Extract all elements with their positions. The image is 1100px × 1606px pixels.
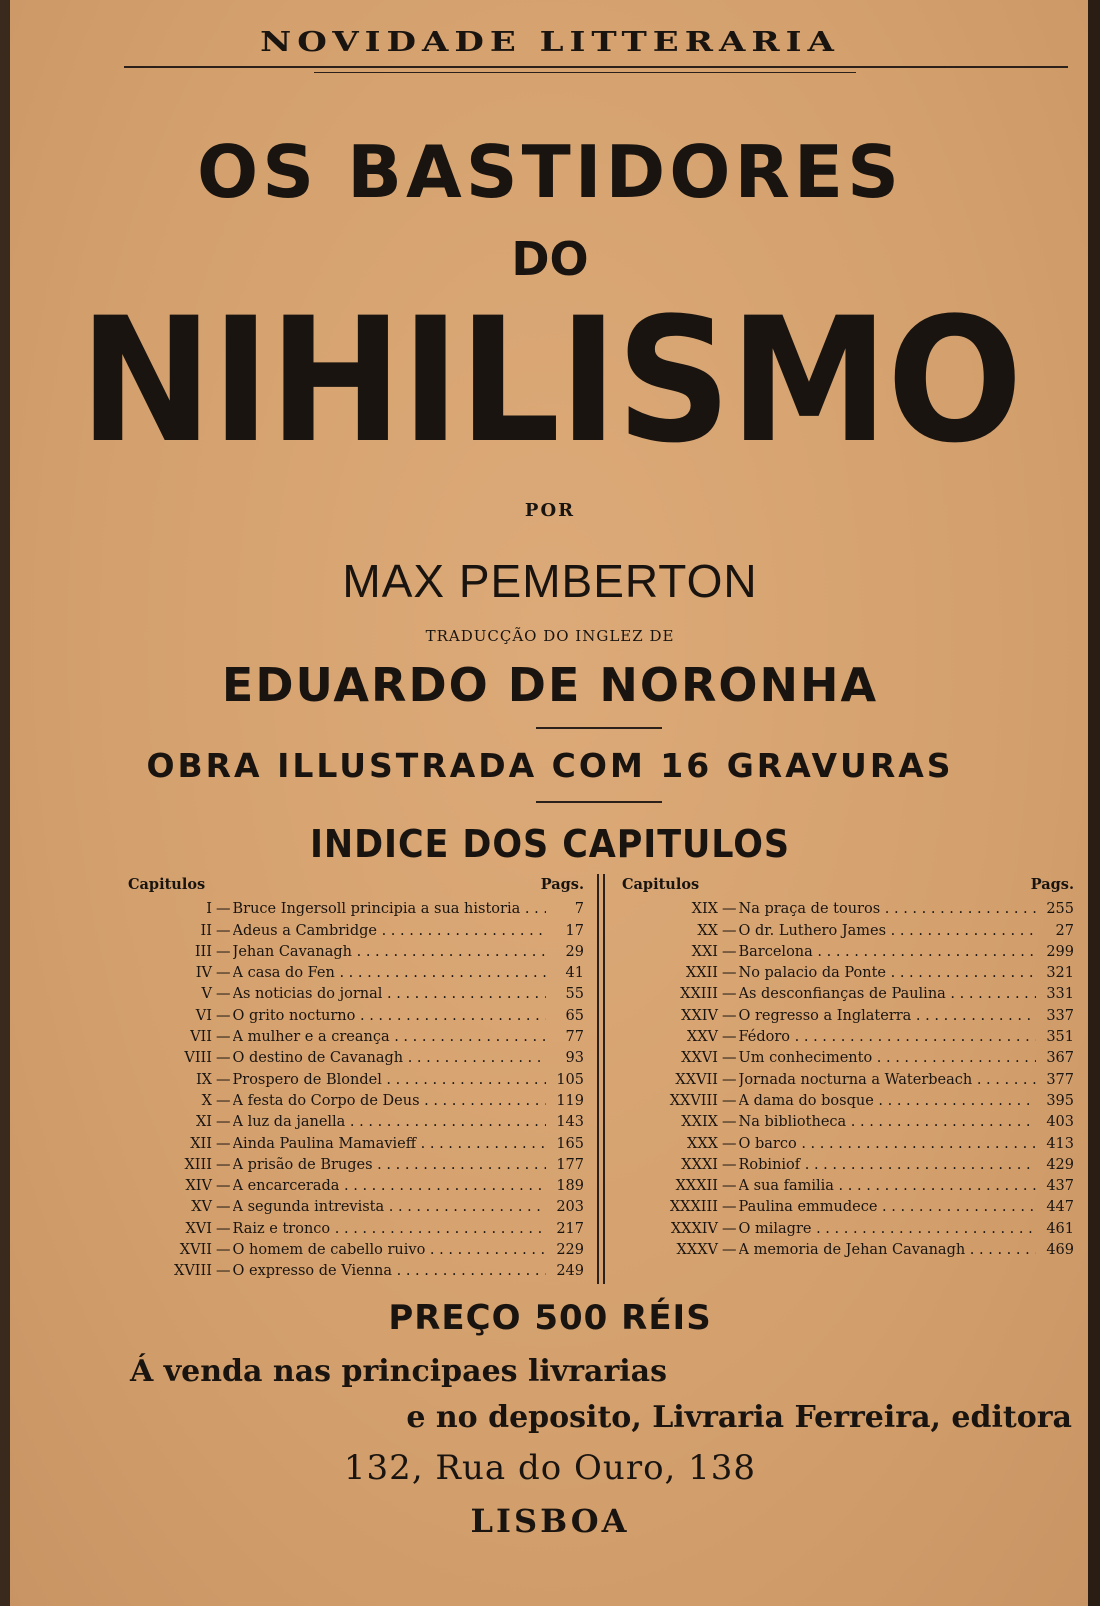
chapter-entry: [128, 1219, 584, 1240]
chapter-number: XXXII: [675, 1178, 718, 1195]
chapter-entry: [622, 1134, 1074, 1155]
chapter-number: XXI: [691, 943, 718, 960]
translator-name: EDUARDO DE NORONHA: [221, 658, 879, 712]
column-divider: [597, 874, 599, 1284]
chapter-title: Robiniof . . .: [739, 1155, 1037, 1176]
chapter-title: A luz da janella . . .: [233, 1112, 547, 1133]
chapter-title: O dr. Luthero James . . .: [739, 921, 1037, 942]
chapter-entry: [128, 942, 584, 963]
chapter-dash: —: [722, 1156, 737, 1173]
chapter-title: Raiz e tronco . . .: [233, 1219, 547, 1240]
chapter-page: 403: [1046, 1114, 1074, 1131]
chapter-number: VII: [190, 1029, 212, 1046]
chapter-dash: —: [722, 1178, 737, 1195]
chapter-entry: [622, 1091, 1074, 1112]
chapter-title: A casa do Fen . . .: [233, 963, 547, 984]
chapter-entry: [128, 1091, 584, 1112]
chapter-title: As noticias do jornal . . .: [233, 984, 547, 1005]
chapter-number: XII: [190, 1135, 212, 1152]
chapter-dash: —: [722, 986, 737, 1003]
title-line-3: NIHILISMO: [79, 280, 1021, 481]
chapter-dash: —: [722, 1007, 737, 1024]
chapter-page: 413: [1046, 1135, 1074, 1152]
chapter-number: II: [200, 922, 212, 939]
chapter-number: III: [194, 943, 212, 960]
column-header: [128, 874, 584, 895]
chapter-dash: —: [216, 1220, 231, 1237]
chapter-number: XVI: [185, 1220, 212, 1237]
chapter-entry: [622, 1176, 1074, 1197]
chapter-number: XV: [191, 1199, 212, 1216]
chapter-page: 469: [1046, 1242, 1074, 1259]
chapter-title: A festa do Corpo de Deus . . .: [233, 1091, 547, 1112]
chapter-title: A segunda intrevista . . .: [233, 1197, 547, 1218]
chapter-entry: [128, 1197, 584, 1218]
chapter-number: XI: [195, 1114, 212, 1131]
chapter-entry: [622, 1070, 1074, 1091]
chapter-number: XX: [697, 922, 718, 939]
chapter-number: XXIX: [681, 1114, 718, 1131]
column-header-chapters: Capitulos: [128, 876, 206, 893]
chapter-dash: —: [722, 1092, 737, 1109]
chapter-number: XXXV: [676, 1242, 718, 1259]
chapter-title: As desconfianças de Paulina . . .: [739, 984, 1037, 1005]
chapter-entry: [622, 1006, 1074, 1027]
chapter-number: IV: [195, 965, 212, 982]
chapter-entry: [622, 1197, 1074, 1218]
chapter-entry: [622, 921, 1074, 942]
chapter-number: XXIV: [681, 1007, 718, 1024]
chapter-dash: —: [216, 1071, 231, 1088]
chapter-dash: —: [216, 901, 231, 918]
title-line-1: OS BASTIDORES: [197, 130, 903, 214]
chapter-number: XXV: [686, 1029, 718, 1046]
chapter-dash: —: [722, 965, 737, 982]
chapter-entry: [622, 1219, 1074, 1240]
chapter-title: A prisão de Bruges . . .: [233, 1155, 547, 1176]
chapter-entry: [128, 899, 584, 920]
chapter-entry: [128, 1070, 584, 1091]
chapter-title: O regresso a Inglaterra . . .: [739, 1006, 1037, 1027]
header-rule: [124, 66, 1068, 68]
chapter-number: I: [206, 901, 212, 918]
column-divider: [603, 874, 605, 1284]
chapter-page: 395: [1046, 1092, 1074, 1109]
divider-rule: [536, 727, 662, 729]
chapter-page: 93: [565, 1050, 584, 1067]
chapter-page: 249: [556, 1263, 584, 1280]
chapter-dash: —: [722, 1071, 737, 1088]
chapter-entry: [622, 1240, 1074, 1261]
chapter-page: 189: [556, 1178, 584, 1195]
chapter-entry: [128, 1240, 584, 1261]
chapter-number: XXIII: [680, 986, 718, 1003]
chapter-number: XVIII: [174, 1263, 212, 1280]
chapter-dash: —: [216, 1156, 231, 1173]
chapter-title: Um conhecimento . . .: [739, 1048, 1037, 1069]
chapter-title: O grito nocturno . . .: [233, 1006, 547, 1027]
chapter-title: O barco . . .: [739, 1134, 1037, 1155]
chapter-dash: —: [722, 1029, 737, 1046]
chapter-page: 41: [565, 965, 584, 982]
chapter-entry: [128, 963, 584, 984]
chapter-number: XIX: [691, 901, 718, 918]
illustrated-note: OBRA ILLUSTRADA COM 16 GRAVURAS: [146, 746, 954, 785]
column-header: [622, 874, 1074, 895]
chapter-title: Na bibliotheca . . .: [739, 1112, 1037, 1133]
translation-note: TRADUCÇÃO DO INGLEZ DE: [425, 627, 675, 645]
chapter-title: Adeus a Cambridge . . .: [233, 921, 547, 942]
chapter-title: Fédoro . . .: [739, 1027, 1037, 1048]
chapter-page: 105: [556, 1071, 584, 1088]
chapter-number: XXX: [687, 1135, 718, 1152]
chapter-page: 203: [556, 1199, 584, 1216]
sale-line-2: e no deposito, Livraria Ferreira, editora: [406, 1400, 1072, 1435]
chapter-entry: [128, 1134, 584, 1155]
chapter-number: XXVI: [681, 1050, 718, 1067]
chapter-title: O expresso de Vienna . . .: [233, 1261, 547, 1282]
chapter-number: XXVII: [675, 1071, 718, 1088]
author-name: MAX PEMBERTON: [342, 555, 758, 607]
column-header-chapters: Capitulos: [622, 876, 700, 893]
chapter-dash: —: [722, 901, 737, 918]
chapter-number: XIV: [185, 1178, 212, 1195]
chapter-dash: —: [216, 986, 231, 1003]
index-column-right: [622, 874, 1074, 1261]
chapter-title: Jehan Cavanagh . . .: [233, 942, 547, 963]
chapter-dash: —: [722, 1242, 737, 1259]
chapter-page: 367: [1046, 1050, 1074, 1067]
publisher-city: LISBOA: [470, 1502, 630, 1540]
chapter-number: XXVIII: [669, 1092, 718, 1109]
chapter-page: 321: [1046, 965, 1074, 982]
chapter-title: A encarcerada . . .: [233, 1176, 547, 1197]
divider-rule: [536, 801, 662, 803]
chapter-entry: [128, 1006, 584, 1027]
chapter-page: 143: [556, 1114, 584, 1131]
chapter-title: Paulina emmudece . . .: [739, 1197, 1037, 1218]
chapter-dash: —: [216, 1135, 231, 1152]
chapter-page: 377: [1046, 1071, 1074, 1088]
chapter-dash: —: [722, 922, 737, 939]
chapter-title: Bruce Ingersoll principia a sua historia . . .: [233, 899, 547, 920]
price: PREÇO 500 RÉIS: [388, 1298, 712, 1338]
column-header-pages: Pags.: [1030, 876, 1074, 893]
chapter-title: O milagre . . .: [739, 1219, 1037, 1240]
chapter-entry: [128, 1027, 584, 1048]
index-column-left: [128, 874, 584, 1283]
chapter-entry: [622, 1027, 1074, 1048]
chapter-number: VIII: [184, 1050, 212, 1067]
chapter-entry: [128, 984, 584, 1005]
chapter-number: XXXIII: [669, 1199, 718, 1216]
column-header-pages: Pags.: [540, 876, 584, 893]
chapter-title: Prospero de Blondel . . .: [233, 1070, 547, 1091]
chapter-dash: —: [216, 1178, 231, 1195]
chapter-entry: [622, 899, 1074, 920]
chapter-page: 27: [1055, 922, 1074, 939]
chapter-entry: [128, 1155, 584, 1176]
chapter-dash: —: [722, 943, 737, 960]
chapter-page: 437: [1046, 1178, 1074, 1195]
chapter-dash: —: [216, 1007, 231, 1024]
chapter-page: 7: [574, 901, 584, 918]
chapter-entry: [128, 1112, 584, 1133]
chapter-dash: —: [722, 1135, 737, 1152]
chapter-entry: [622, 1155, 1074, 1176]
chapter-page: 255: [1046, 901, 1074, 918]
chapter-dash: —: [216, 1114, 231, 1131]
chapter-page: 177: [556, 1156, 584, 1173]
chapter-entry: [622, 1048, 1074, 1069]
chapter-page: 447: [1046, 1199, 1074, 1216]
byline-por: POR: [524, 500, 576, 521]
chapter-dash: —: [722, 1050, 737, 1067]
chapter-entry: [622, 984, 1074, 1005]
chapter-dash: —: [722, 1114, 737, 1131]
chapter-dash: —: [722, 1220, 737, 1237]
chapter-dash: —: [722, 1199, 737, 1216]
chapter-title: No palacio da Ponte . . .: [739, 963, 1037, 984]
chapter-title: Barcelona . . .: [739, 942, 1037, 963]
chapter-entry: [128, 1048, 584, 1069]
chapter-page: 461: [1046, 1220, 1074, 1237]
chapter-dash: —: [216, 1242, 231, 1259]
header-subrule: [314, 72, 856, 73]
chapter-title: O homem de cabello ruivo . . .: [233, 1240, 547, 1261]
chapter-page: 29: [565, 943, 584, 960]
chapter-title: A memoria de Jehan Cavanagh . . .: [739, 1240, 1037, 1261]
chapter-entry: [128, 921, 584, 942]
chapter-page: 217: [556, 1220, 584, 1237]
chapter-entry: [128, 1176, 584, 1197]
chapter-page: 119: [556, 1092, 584, 1109]
chapter-dash: —: [216, 922, 231, 939]
chapter-title: Jornada nocturna a Waterbeach . . .: [739, 1070, 1037, 1091]
chapter-number: XXXI: [681, 1156, 718, 1173]
chapter-entry: [622, 963, 1074, 984]
chapter-title: A dama do bosque . . .: [739, 1091, 1037, 1112]
chapter-title: O destino de Cavanagh . . .: [233, 1048, 547, 1069]
chapter-number: IX: [195, 1071, 212, 1088]
chapter-page: 65: [565, 1007, 584, 1024]
chapter-entry: [622, 942, 1074, 963]
chapter-page: 55: [565, 986, 584, 1003]
chapter-page: 429: [1046, 1156, 1074, 1173]
chapter-dash: —: [216, 965, 231, 982]
sale-line-1: Á venda nas principaes livrarias: [130, 1354, 667, 1389]
chapter-page: 351: [1046, 1029, 1074, 1046]
chapter-number: X: [201, 1092, 212, 1109]
chapter-title: Na praça de touros . . .: [739, 899, 1037, 920]
chapter-page: 77: [565, 1029, 584, 1046]
chapter-number: XIII: [184, 1156, 212, 1173]
chapter-dash: —: [216, 1092, 231, 1109]
chapter-number: VI: [195, 1007, 212, 1024]
chapter-entry: [622, 1112, 1074, 1133]
chapter-dash: —: [216, 1263, 231, 1280]
chapter-page: 17: [565, 922, 584, 939]
chapter-page: 331: [1046, 986, 1074, 1003]
chapter-title: A sua familia . . .: [739, 1176, 1037, 1197]
chapter-number: V: [201, 986, 212, 1003]
chapter-entry: [128, 1261, 584, 1282]
header-label: NOVIDADE LITTERARIA: [260, 26, 840, 58]
chapter-dash: —: [216, 1050, 231, 1067]
chapter-dash: —: [216, 1199, 231, 1216]
chapter-number: XVII: [179, 1242, 212, 1259]
chapter-page: 337: [1046, 1007, 1074, 1024]
index-title: INDICE DOS CAPITULOS: [309, 822, 791, 866]
chapter-number: XXII: [685, 965, 718, 982]
chapter-number: XXXIV: [670, 1220, 718, 1237]
chapter-title: A mulher e a creança . . .: [233, 1027, 547, 1048]
chapter-page: 229: [556, 1242, 584, 1259]
chapter-page: 165: [556, 1135, 584, 1152]
chapter-dash: —: [216, 943, 231, 960]
title-line-2: DO: [511, 232, 589, 286]
chapter-page: 299: [1046, 943, 1074, 960]
publisher-address: 132, Rua do Ouro, 138: [343, 1448, 757, 1488]
chapter-dash: —: [216, 1029, 231, 1046]
chapter-title: Ainda Paulina Mamavieff . . .: [233, 1134, 547, 1155]
